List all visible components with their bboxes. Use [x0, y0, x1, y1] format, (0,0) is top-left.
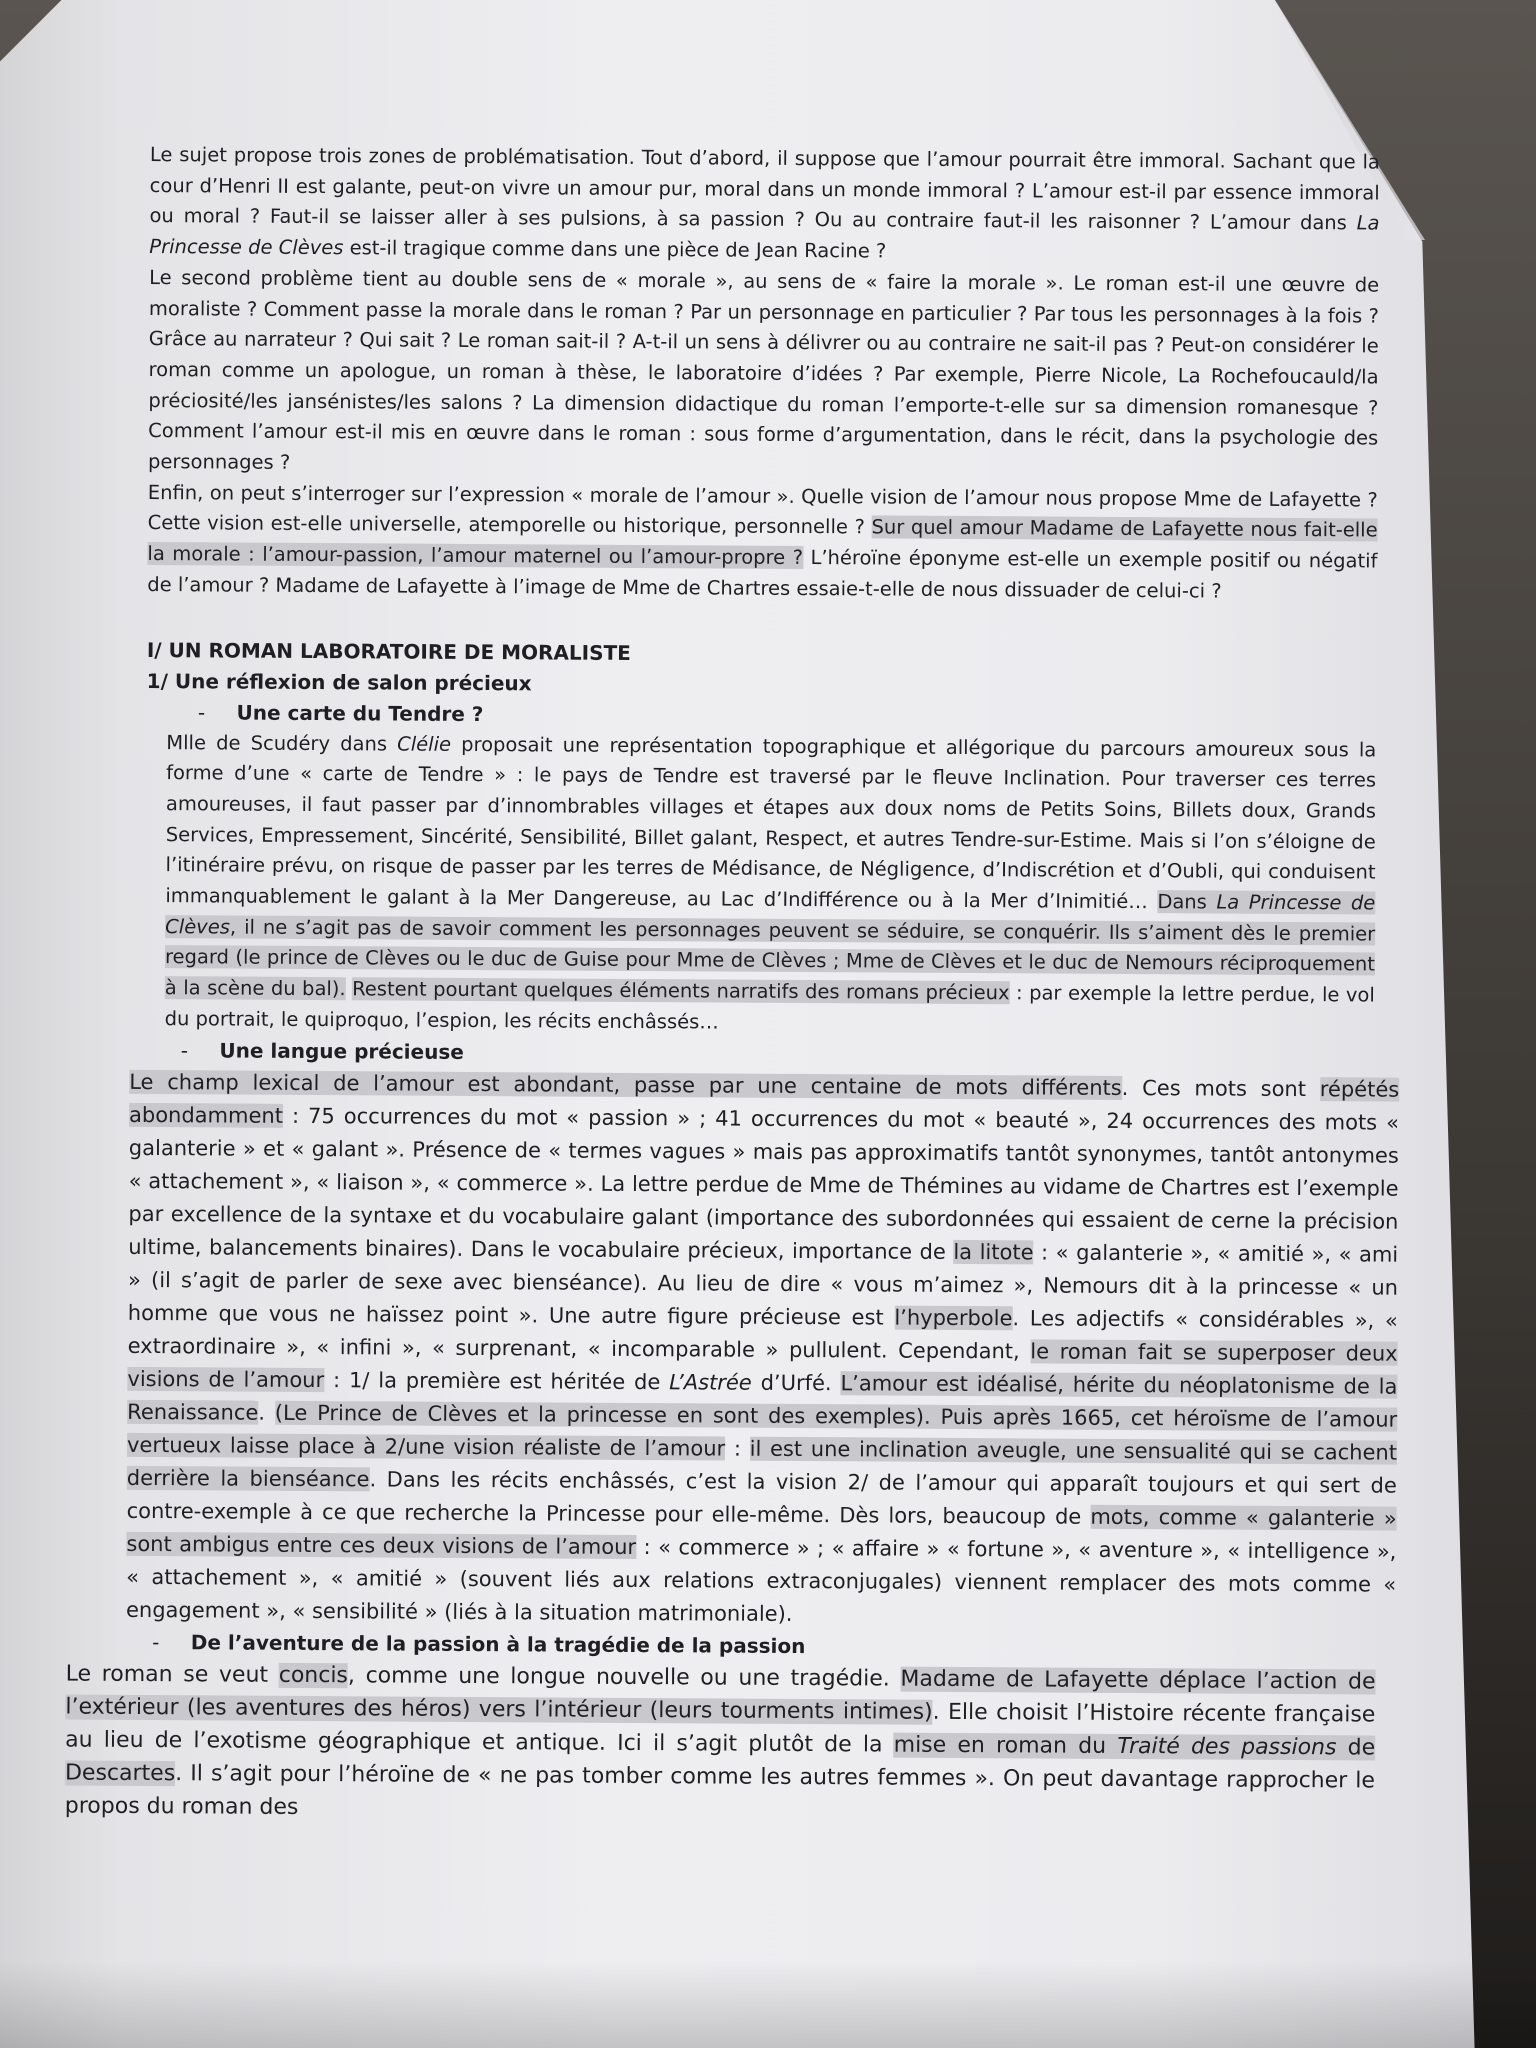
- book-title: La Princesse de Clèves: [165, 890, 1376, 939]
- text-run: L’héroïne éponyme est-elle un exemple positif ou négatif de l’amour ? Madame de Lafayette à l’image de Mme de Chartres essaie-t-elle de nous dissuader de celui-ci ?: [147, 546, 1378, 603]
- highlighted-text: l’hyperbole: [894, 1305, 1013, 1330]
- bullet3-paragraph: [65, 1657, 1376, 1830]
- highlighted-text: Sur quel amour Madame de Lafayette nous fait-elle la morale : l’amour-passion, l’amour maternel ou l’amour-propre ?: [147, 515, 1378, 570]
- text-run: : 1/ la première est héritée de: [324, 1367, 670, 1394]
- text-run: d’Urfé.: [751, 1370, 841, 1395]
- intro-paragraph-2: Le second problème tient au double sens de « morale », au sens de « faire la morale ». Le roman est-il une œuvre de moraliste ? Comment passe la morale dans le roman ? Par un personnage en particulier ? Par tous les personnages à la fois ? Grâce au narrateur ? Qui sait ? Le roman sait-il ? A-t-il un sens à délivrer ou au contraire ne sait-il pas ? Peut-on considérer le roman comme un apologue, un roman à thèse, le laboratoire d’idées ? Par exemple, Pierre Nicole, La Rochefoucauld/la préciosité/les jansénistes/les salons ? La dimension didactique du roman l’emporte-t-elle sur sa dimension romanesque ? Comment l’amour est-il mis en œuvre dans le roman : sous forme d’argumentation, dans le récit, dans la psychologie des personnages ?: [147, 265, 1380, 474]
- highlighted-text: L’amour est idéalisé, hérite du néoplatonisme de la Renaissance: [127, 1370, 1398, 1425]
- highlighted-text: (Le Prince de Clèves et la princesse en sont des exemples). Puis après 1665, cet héroïsme de l’amour vertueux laisse place à 2/une vision réaliste de l’amour: [126, 1400, 1398, 1461]
- intro-paragraph-3: [147, 478, 1378, 608]
- dash-bullet: -: [197, 699, 206, 724]
- text-run: est-il tragique comme dans une pièce de Jean Racine ?: [343, 236, 887, 263]
- text-run: Mlle de Scudéry dans: [166, 730, 398, 756]
- bullet-title: Une carte du Tendre ?: [236, 700, 484, 726]
- highlighted-text: mots, comme « galanterie » sont ambigus entre ces deux visions de l’amour: [126, 1504, 1397, 1559]
- text-run: : « commerce » ; « affaire » « fortune », « aventure », « intelligence », « attachement », « amitié » (souvent liés aux relations extraconjugales) viennent remplacer des mots comme « engagement », « sensibilité » (liés à la situation matrimoniale).: [125, 1534, 1397, 1626]
- text-run: de Descartes: [64, 1734, 1376, 1786]
- highlighted-text: répétés abondamment: [128, 1076, 1400, 1128]
- intro-paragraph-1: [149, 140, 1380, 270]
- text-run: proposait une représentation topographique et allégorique du parcours amoureux sous la forme d’une « carte de Tendre » : le pays de Tendre est traversé par le fleuve Inclination. Pour traverser ces terres amoureuses, il faut passer par d’innombrables villages et étapes aux doux noms de Petits Soins, Billets doux, Grands Services, Empressement, Sincérité, Sensibilité, Billet galant, Respect, et autres Tendre-sur-Estime. Mais si l’on s’éloigne de l’itinéraire prévu, on risque de passer par les terres de Médisance, de Négligence, d’Indiscrétion et d’Oubli, qui conduisent immanquablement le galant à la Mer Dangereuse, au Lac d’Indifférence ou à la Mer d’Inimitié…: [165, 732, 1377, 914]
- part-heading: I/ UN ROMAN LABORATOIRE DE MORALISTE: [146, 637, 631, 665]
- text-run: Enfin, on peut s’interroger sur l’expression « morale de l’amour ». Quelle vision de l’amour nous propose Mme de Lafayette ? Cette vision est-elle universelle, atemporelle ou historique, personnelle ?: [147, 480, 1378, 539]
- book-title: L’Astrée: [669, 1369, 752, 1395]
- text-run: : « galanterie », « amitié », « ami » (il s’agit de parler de sexe avec bienséance). Au lieu de dire « vous m’aimez », Nemours dit à la princesse « un homme que vous ne haïssez point ». Une autre figure précieuse est: [127, 1239, 1399, 1330]
- bullet-title: De l’aventure de la passion à la tragédie de la passion: [190, 1629, 806, 1658]
- text-run: . Il s’agit pour l’héroïne de « ne pas tomber comme les autres femmes ». On peut davantage rapprocher le propos du roman des: [64, 1760, 1376, 1820]
- highlighted-text: la litote: [953, 1239, 1034, 1264]
- highlighted-text: Le champ lexical de l’amour est abondant, passe par une centaine de mots différents: [129, 1069, 1122, 1100]
- section-heading: 1/ Une réflexion de salon précieux: [146, 668, 532, 695]
- text-run: Dans: [1157, 890, 1217, 914]
- highlighted-text: Restent pourtant quelques éléments narratifs des romans précieux: [352, 977, 1010, 1005]
- text-run: Le sujet propose trois zones de problématisation. Tout d’abord, il suppose que l’amour pourrait être immoral. Sachant que la cour d’Henri II est galante, peut-on vivre un amour pur, moral dans un monde immoral ? L’amour est-il par essence immoral ou moral ? Faut-il se laisser aller à ses pulsions, à sa passion ? Ou au contraire faut-il les raisonner ? L’amour dans: [149, 142, 1380, 235]
- book-title: La Princesse de Clèves: [149, 211, 1380, 260]
- document-body: [64, 140, 1400, 1830]
- text-run: Le roman se veut: [65, 1661, 279, 1688]
- highlighted-text: Madame de Lafayette déplace l’action de l’extérieur (les aventures des héros) vers l’intérieur (leurs tourments intimes): [65, 1666, 1376, 1725]
- bullet1-paragraph: [165, 728, 1377, 1042]
- paper-bottom-shadow: [0, 1960, 1536, 2048]
- highlighted-text: concis: [278, 1662, 349, 1688]
- book-title: Traité des passions: [1117, 1733, 1337, 1760]
- text-run: . Dans les récits enchâssés, c’est la vision 2/ de l’amour qui apparaît toujours et qui sert de contre-exemple à ce que recherche la Princesse pour elle-même. Dès lors, beaucoup de: [126, 1466, 1397, 1529]
- dash-bullet: -: [152, 1629, 160, 1654]
- text-run: . Ces mots sont: [1121, 1075, 1320, 1101]
- text-run: . Les adjectifs « considérables », « extraordinaire », « infini », « surprenant, « incomparable » pullulent. Cependant,: [127, 1305, 1398, 1363]
- text-run: . Elle choisit l’Histoire récente française au lieu de l’exotisme géographique et antique. Ici il s’agit plutôt de la: [65, 1699, 1376, 1758]
- text-run: : 75 occurrences du mot « passion » ; 41 occurrences du mot « beauté », 24 occurrences des mots « galanterie » et « galant ». Présence de « termes vagues » mais pas approximatifs tantôt synonymes, tantôt antonymes « attachement », « liaison », « commerce ». La lettre perdue de Mme de Thémines au vidame de Chartres est l’exemple par excellence de la syntaxe et du vocabulaire galant (importance des subordonnées qui essaient de cerne la précision ultime, balancements binaires). Dans le vocabulaire précieux, importance de: [128, 1103, 1400, 1264]
- book-title: Clélie: [397, 732, 452, 756]
- bullet-title: Une langue précieuse: [219, 1038, 464, 1064]
- text-run: : par exemple la lettre perdue, le vol du portrait, le quiproquo, l’espion, les récits enchâssés…: [164, 981, 1375, 1034]
- highlighted-text: il est une inclination aveugle, une sensualité qui se cachent derrière la bienséance: [126, 1436, 1398, 1491]
- highlighted-text: le roman fait se superposer deux visions de l’amour: [127, 1338, 1398, 1392]
- dash-bullet: -: [180, 1037, 189, 1062]
- text-run: , comme une longue nouvelle ou une tragédie.: [347, 1662, 901, 1692]
- bullet2-paragraph: [126, 1065, 1399, 1634]
- text-run: mise en roman du: [893, 1732, 1118, 1759]
- text-run: , il ne s’agit pas de savoir comment les personnages peuvent se séduire, se conquérir. Ils s’aiment dès le premier regard (le prince de Clèves ou le duc de Guise pour Mme de Clèves ; Mme de Clèves et le duc de Nemours réciproquement à la scène du bal).: [164, 915, 1376, 1001]
- text-run: .: [258, 1400, 275, 1425]
- text-run: :: [725, 1436, 750, 1461]
